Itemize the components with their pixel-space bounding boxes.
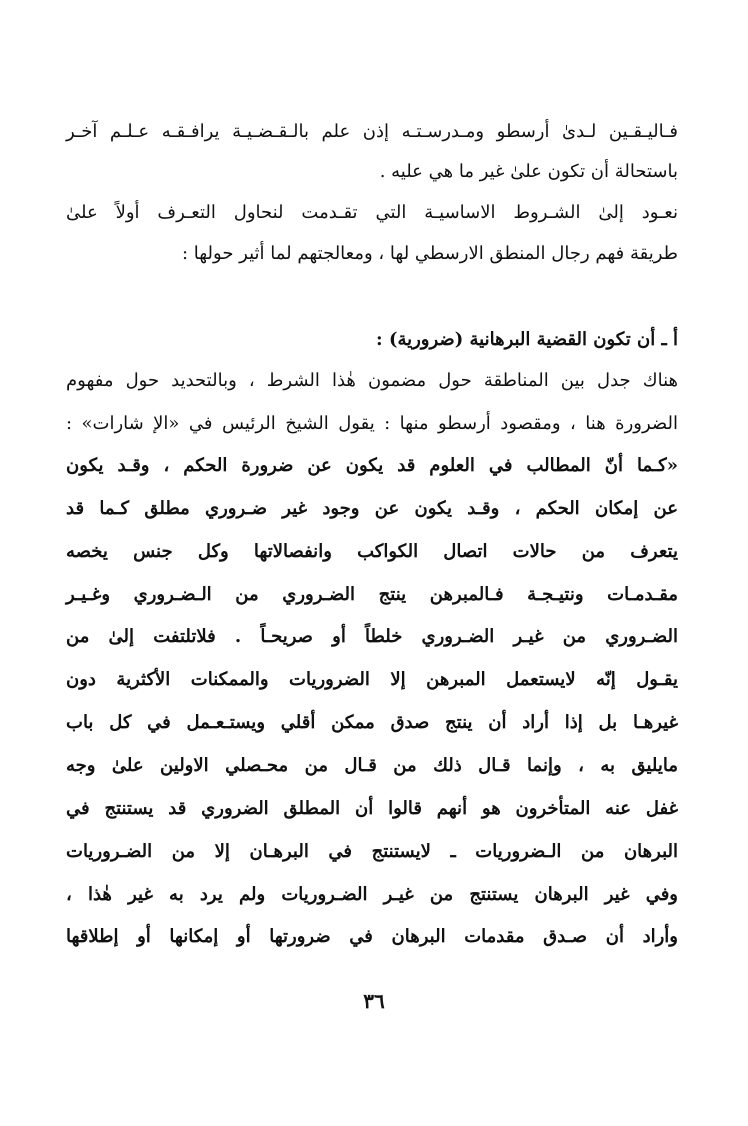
page-number: ٣٦ bbox=[363, 989, 385, 1013]
section-heading: أ ـ أن تكون القضية البرهانية (ضرورية) : bbox=[376, 329, 678, 350]
paragraph-line: نعـود إلىٰ الشـروط الاساسيـة التي تقـدمت لنحاول التعـرف أولاً علىٰ bbox=[66, 202, 678, 223]
paragraph-line: الضرورة هنا ، ومقصود أرسطو منها : يقول الشيخ الرئيس في «الإ شارات» : bbox=[66, 413, 678, 434]
quote-line: «كـما أنّ المطالب في العلوم قد يكون عن ضرورة الحكم ، وقـد يكون bbox=[66, 455, 678, 476]
quote-line: مقـدمـات ونتيـجـة فـالمبرهن ينتج الضـروري من الـضـروري وغـيـر bbox=[66, 584, 678, 605]
quote-line: مايليق به ، وإنما قـال ذلك من قـال من محـصلي الاولين علىٰ وجه bbox=[66, 755, 678, 776]
quote-line: عن إمكان الحكم ، وقـد يكون عن وجود غير ضـروري مطلق كـما قد bbox=[66, 498, 678, 519]
quote-line: الضـروري من غيـر الضـروري خلطاً أو صريحـاً . فلاتلتفت إلىٰ من bbox=[66, 626, 678, 647]
quote-line: يتعرف من حالات اتصال الكواكب وانفصالاتها وكل جنس يخصه bbox=[66, 541, 678, 562]
paragraph-line: طريقة فهم رجال المنطق الارسطي لها ، ومعالجتهم لما أثير حولها : bbox=[181, 243, 678, 264]
quote-line: وفي غير البرهان يستنتج من غيـر الضـروريات ولم يرد به غير هٰذا ، bbox=[66, 884, 678, 905]
quote-line: غفل عنه المتأخرون هو أنهم قالوا أن المطلق الضروري قد يستنتج في bbox=[66, 798, 678, 819]
quote-line: وأراد أن صـدق مقدمات البرهان في ضرورتها أو إمكانها أو إطلاقها bbox=[66, 926, 678, 947]
paragraph-line: هناك جدل بين المناطقة حول مضمون هٰذا الشرط ، وبالتحديد حول مفهوم bbox=[66, 370, 678, 391]
paragraph-line: باستحالة أن تكون علىٰ غير ما هي عليه . bbox=[379, 161, 678, 182]
quote-line: غيرهـا بل إذا أراد أن ينتج صدق ممكن أقلي ويستـعـمل في كل باب bbox=[66, 712, 678, 733]
paragraph-line: فـاليـقـين لـدىٰ أرسطو ومـدرسـتـه إذن علم بالـقـضـيـة يرافـقـه عـلـم آخـر bbox=[66, 121, 678, 142]
quote-line: البرهان من الـضروريات ـ لايستنتج في البرهـان إلا من الضـروريات bbox=[66, 841, 678, 862]
quote-line: يقـول إنّه لايستعمل المبرهن إلا الضروريات والممكنات الأكثرية دون bbox=[66, 669, 678, 690]
